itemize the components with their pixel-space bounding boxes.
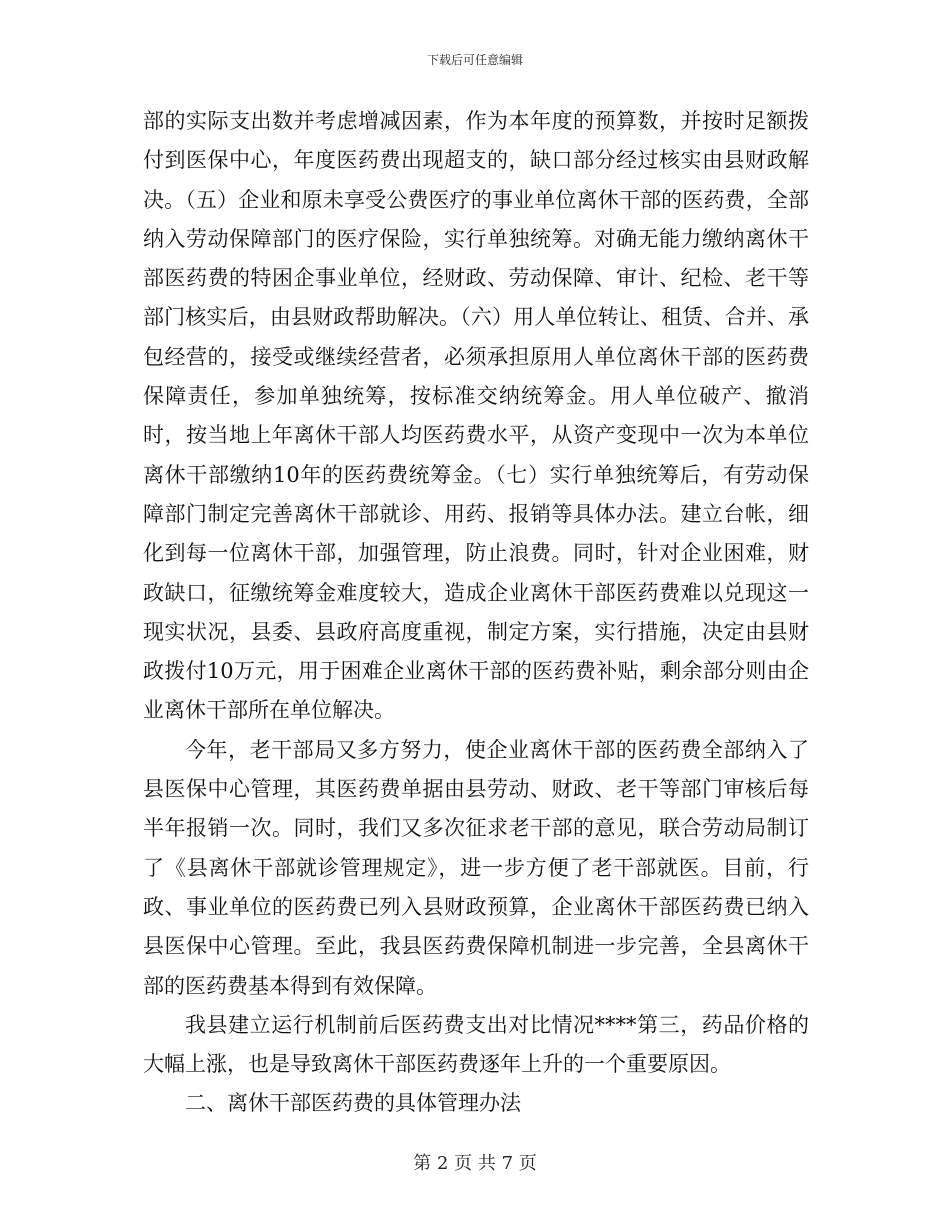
page-number: 第 2 页 共 7 页	[413, 1153, 537, 1174]
paragraph-medical-center: 今年，老干部局又多方努力，使企业离休干部的医药费全部纳入了县医保中心管理，其医药费单据由县劳动、财政、老干等部门审核后每半年报销一次。同时，我们又多次征求老干部的意见，联合劳动局制订了《县离休干部就诊管理规定》，进一步方便了老干部就医。目前，行政、事业单位的医药费已列入县财政预算，企业离休干部医药费已纳入县医保中心管理。至此，我县医药费保障机制进一步完善，全县离休干部的医药费基本得到有效保障。	[143, 737, 809, 998]
paragraph-continuation: 部的实际支出数并考虑增减因素，作为本年度的预算数，并按时足额拨付到医保中心，年度医药费出现超支的，缺口部分经过核实由县财政解决。（五）企业和原未享受公费医疗的事业单位离休干部的医药费，全部纳入劳动保障部门的医疗保险，实行单独统筹。对确无能力缴纳离休干部医药费的特困企事业单位，经财政、劳动保障、审计、纪检、老干等部门核实后，由县财政帮助解决。（六）用人单位转让、租赁、合并、承包经营的，接受或继续经营者，必须承担原用人单位离休干部的医药费保障责任，参加单独统筹，按标准交纳统筹金。用人单位破产、撤消时，按当地上年离休干部人均医药费水平，从资产变现中一次为本单位离休干部缴纳10年的医药费统筹金。（七）实行单独统筹后，有劳动保障部门制定完善离休干部就诊、用药、报销等具体办法。建立台帐，细化到每一位离休干部，加强管理，防止浪费。同时，针对企业困难，财政缺口，征缴统筹金难度较大，造成企业离休干部医药费难以兑现这一现实状况，县委、县政府高度重视，制定方案，实行措施，决定由县财政拨付10万元，用于困难企业离休干部的医药费补贴，剩余部分则由企业离休干部所在单位解决。	[143, 109, 809, 723]
section-heading: 二、离休干部医药费的具体管理办法	[185, 1091, 521, 1116]
page-header: 下载后可任意编辑	[426, 53, 523, 67]
paragraph-drug-prices: 我县建立运行机制前后医药费支出对比情况****第三，药品价格的大幅上涨，也是导致离休干部医药费逐年上升的一个重要原因。	[143, 1012, 809, 1077]
document-body	[143, 102, 809, 1124]
